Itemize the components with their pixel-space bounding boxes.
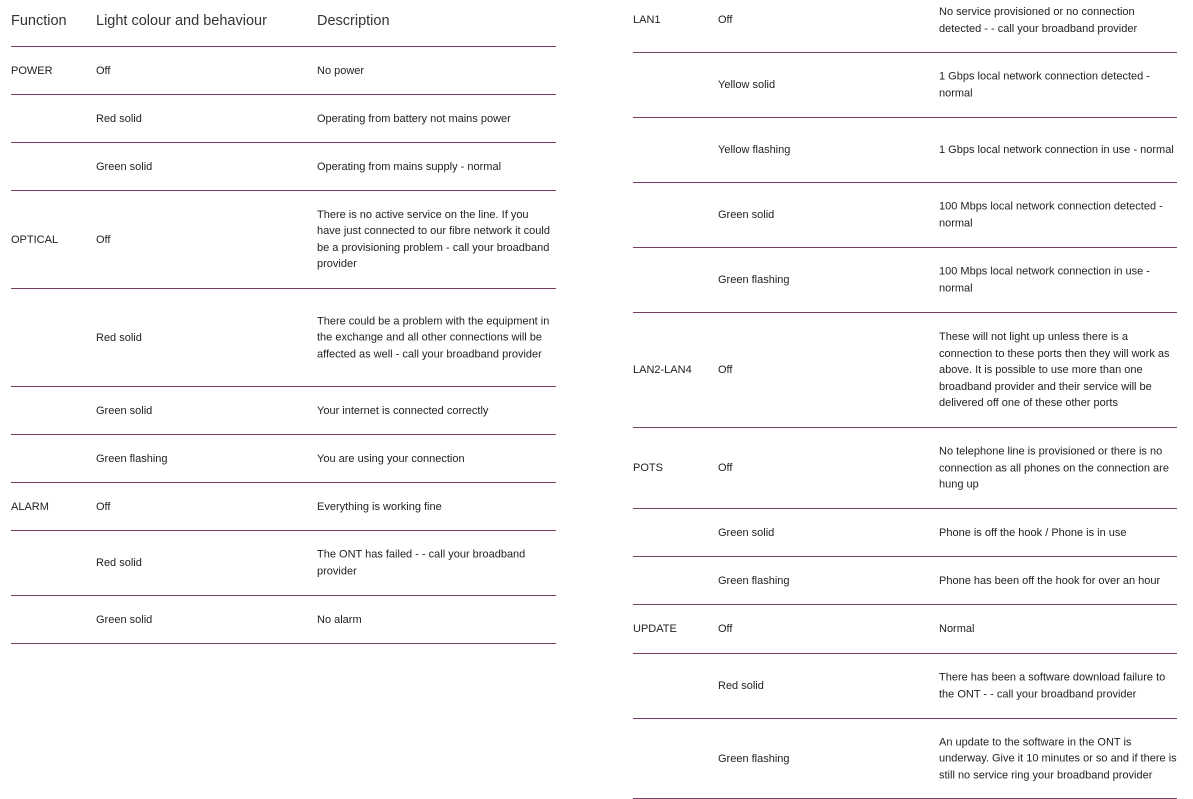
light-cell: Red solid — [96, 112, 142, 125]
description-cell: Phone is off the hook / Phone is in use — [939, 526, 1127, 539]
description-cell: 100 Mbps local network connection detected - normal — [939, 200, 1163, 229]
description-cell: No power — [317, 64, 365, 77]
table-row — [633, 248, 1177, 313]
table-row — [11, 531, 556, 596]
description-cell: An update to the software in the ONT is underway. Give it 10 minutes or so and if there is still no service ring your broadband provider — [939, 735, 1177, 781]
table-row — [11, 95, 556, 143]
table-row — [11, 596, 556, 644]
light-cell: Green solid — [96, 613, 153, 626]
table-row — [633, 557, 1177, 605]
table-row — [11, 143, 556, 191]
table-row — [633, 719, 1177, 799]
light-cell: Green solid — [718, 208, 775, 221]
light-cell: Green flashing — [718, 273, 790, 286]
table-row — [11, 435, 556, 483]
function-cell: ALARM — [11, 500, 49, 513]
description-cell: You are using your connection — [317, 452, 465, 465]
header-light: Light colour and behaviour — [96, 13, 267, 29]
light-cell: Off — [718, 461, 733, 474]
table-row — [633, 53, 1177, 118]
table-row — [633, 183, 1177, 248]
right-status-table — [633, 0, 1177, 799]
table-row — [11, 47, 556, 95]
description-cell: Normal — [939, 622, 975, 635]
light-cell: Off — [718, 622, 733, 635]
light-cell: Off — [96, 64, 111, 77]
description-cell: The ONT has failed - - call your broadband provider — [317, 548, 526, 577]
table-row — [633, 118, 1177, 183]
light-cell: Off — [96, 233, 111, 246]
header-description: Description — [317, 13, 390, 29]
table-header — [11, 0, 556, 47]
table-row — [11, 289, 556, 387]
table-row — [633, 605, 1177, 654]
light-cell: Off — [96, 500, 111, 513]
description-cell: Your internet is connected correctly — [317, 404, 489, 417]
table-row — [11, 483, 556, 531]
description-cell: There could be a problem with the equipment in the exchange and all other connections will be affected as well - call your broadband provider — [317, 314, 550, 360]
table-row — [11, 191, 556, 289]
light-cell: Green solid — [96, 160, 153, 173]
description-cell: These will not light up unless there is a connection to these ports then they will work as above. It is possible to use more than one broadband provider and their service will be delivered off one of these other ports — [939, 330, 1170, 409]
table-row — [633, 428, 1177, 509]
light-cell: Red solid — [718, 679, 764, 692]
description-cell: No telephone line is provisioned or there is no connection as all phones on the connection are hung up — [939, 445, 1169, 491]
table-row — [11, 387, 556, 435]
description-cell: Operating from battery not mains power — [317, 112, 511, 125]
description-cell: Everything is working fine — [317, 500, 442, 513]
description-cell: 100 Mbps local network connection in use - normal — [939, 265, 1150, 294]
function-cell: UPDATE — [633, 622, 677, 635]
description-cell: Operating from mains supply - normal — [317, 160, 502, 173]
light-cell: Off — [718, 14, 733, 26]
light-cell: Yellow solid — [718, 78, 776, 91]
table-row — [633, 313, 1177, 428]
left-status-table — [11, 0, 556, 644]
light-cell: Off — [718, 363, 733, 376]
function-cell: LAN2-LAN4 — [633, 363, 692, 376]
function-cell: LAN1 — [633, 14, 661, 26]
light-cell: Yellow flashing — [718, 143, 791, 156]
description-cell: 1 Gbps local network connection in use - normal — [939, 143, 1174, 156]
description-cell: There has been a software download failure to the ONT - - call your broadband provider — [939, 671, 1166, 700]
light-cell: Green solid — [718, 526, 775, 539]
function-cell: OPTICAL — [11, 233, 59, 246]
light-cell: Green flashing — [718, 574, 790, 587]
description-cell: Phone has been off the hook for over an hour — [939, 574, 1161, 587]
light-cell: Red solid — [96, 331, 142, 344]
function-cell: POTS — [633, 461, 663, 474]
light-cell: Green flashing — [96, 452, 168, 465]
header-function: Function — [11, 13, 67, 29]
light-cell: Red solid — [96, 556, 142, 569]
light-cell: Green flashing — [718, 752, 790, 765]
description-cell: No service provisioned or no connection detected - - call your broadband provider — [939, 6, 1138, 35]
table-row — [633, 0, 1177, 53]
light-cell: Green solid — [96, 404, 153, 417]
function-cell: POWER — [11, 64, 53, 77]
description-cell: 1 Gbps local network connection detected - normal — [939, 70, 1150, 99]
description-cell: No alarm — [317, 613, 362, 626]
table-row — [633, 654, 1177, 719]
description-cell: There is no active service on the line. If you have just connected to our fibre network it could be a provisioning problem - call your broadband provider — [317, 208, 550, 270]
table-row — [633, 509, 1177, 557]
